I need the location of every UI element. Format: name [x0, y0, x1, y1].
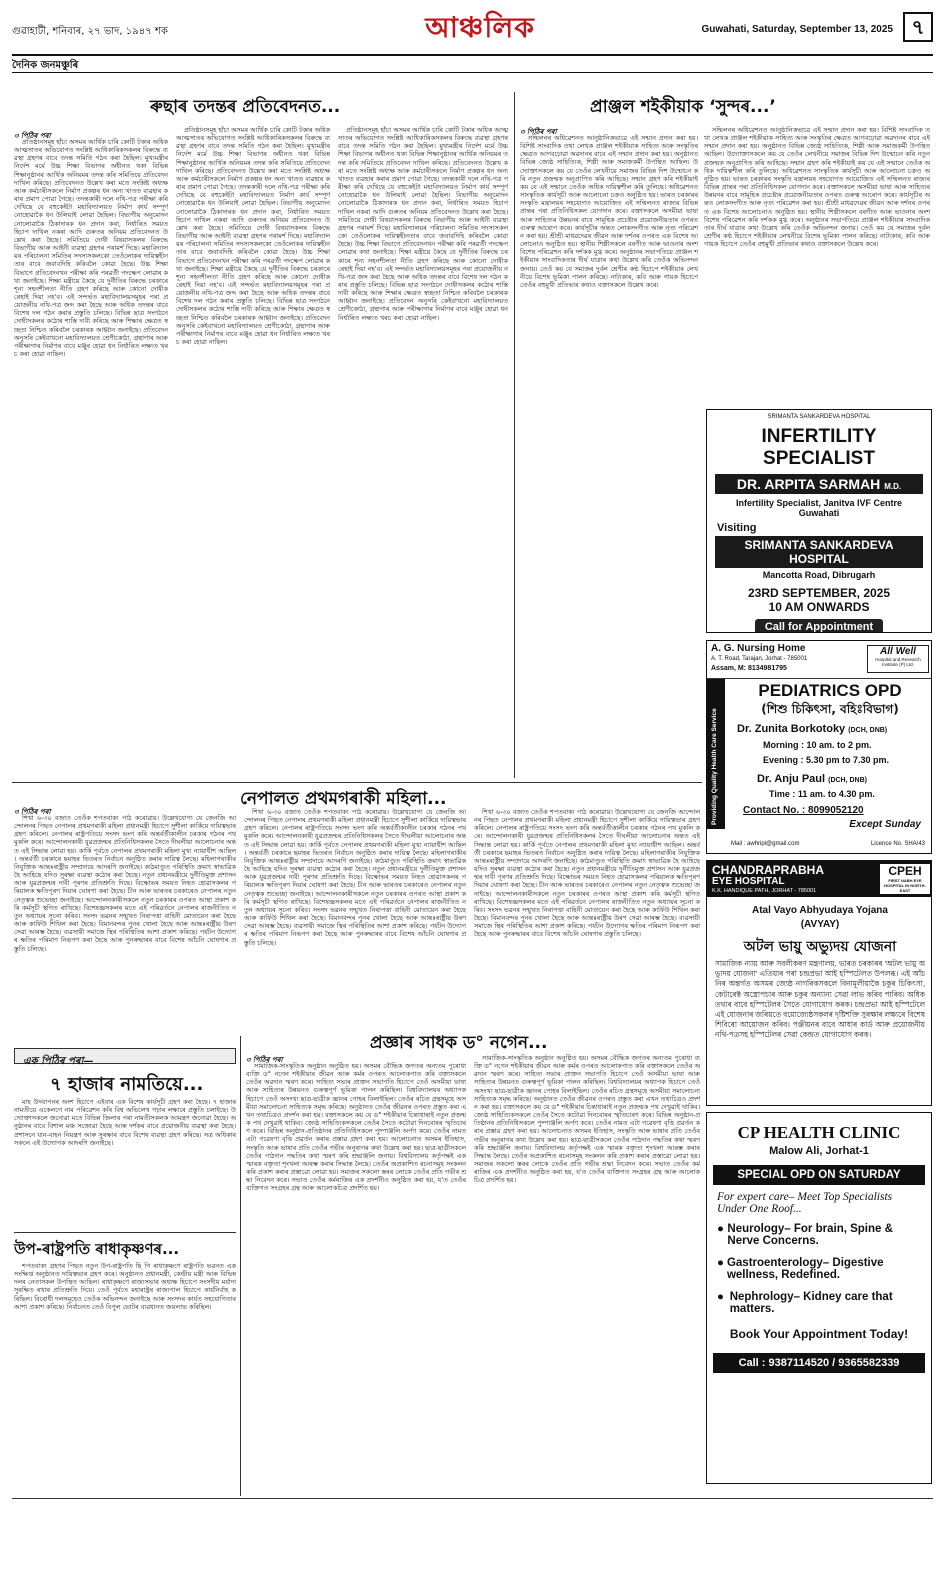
article-column	[244, 808, 466, 1028]
ad-side-text: Providing Quality Health Care Service	[711, 708, 718, 825]
ad-except: Except Sunday	[849, 819, 921, 830]
article-body-nagen-2: সামাজিক-সাংস্কৃতিক অনুষ্ঠান অনুষ্ঠিত হয়। অসমৰ বৌদ্ধিক জগতৰ অন্যতম পুৰোধা ব্যক্তি ড° নগেন শইকীয়াৰ জীৱন আৰু কৰ্মৰ ওপৰত আলোকপাত কৰি বক্তাসকলে তেওঁৰ অৱদান স্মৰণ কৰে। সাহিত্য সভাৰ প্ৰাক্তন সভাপতি হিচাপে তেওঁ অসমীয়া ভাষা আৰু সাহিত্যৰ উন্নয়নত গুৰুত্বপূৰ্ণ ভূমিকা পালন কৰিছিল। বিশ্ববিদ্যালয়ৰ অধ্যাপক হিচাপে তেওঁ অসংখ্য ছাত্ৰ-ছাত্ৰীক জ্ঞানৰ পোহৰ বিলাইছিল। তেওঁৰ ৰচিত গ্ৰন্থসমূহে অসমীয়া সমালোচনা সাহিত্যক সমৃদ্ধ কৰিছে। অনুষ্ঠানত তেওঁৰ জীৱনৰ ওপৰত প্ৰস্তুত কৰা এখন তথ্যচিত্ৰও প্ৰদৰ্শন কৰা হয়। বক্তাসকলে কয় যে ড° শইকীয়াৰ চিন্তাধাৰাই নতুন প্ৰজন্মক পথ দেখুৱাই থাকিব। জ্যেষ্ঠ সাহিত্যিকসকলে তেওঁৰ সৈতে কটোৱা দিনবোৰৰ স্মৃতিচাৰণ কৰে। বিভিন্ন অনুষ্ঠান-প্ৰতিষ্ঠানৰ প্ৰতিনিধিসকলে পুষ্পাঞ্জলি অৰ্পণ কৰে। তেওঁৰ নামত এটা গৱেষণা বৃত্তি প্ৰৱৰ্তন কৰাৰ প্ৰস্তাৱ গ্ৰহণ কৰা হয়। আলোচনাত অসমৰ ইতিহাস, সংস্কৃতি আৰু ভাষাৰ প্ৰতি তেওঁৰ গভীৰ অনুৰাগৰ কথা উল্লেখ কৰা হয়। ছাত্ৰ-ছাত্ৰীসকলে তেওঁৰ পাঠদান পদ্ধতিৰ কথা স্মৰণ কৰি শ্ৰদ্ধাঞ্জলি জনায়। বিশ্ববিদ্যালয় কৰ্তৃপক্ষই এক স্মাৰক বক্তৃতা শৃংখলা আৰম্ভ কৰাৰ সিদ্ধান্ত লৈছে। তেওঁৰ অপ্ৰকাশিত ৰচনাসমূহ সংকলন কৰি প্ৰকাশ কৰাৰ প্ৰস্তাৱো লোৱা হয়। সমাজৰ সকলো স্তৰৰ লোকে তেওঁৰ প্ৰতি গভীৰ শ্ৰদ্ধা নিবেদন কৰে। সভাত তেওঁৰ কৰ্মৰাজিৰ এক প্ৰদৰ্শনীও অনুষ্ঠিত কৰা হয়, য'ত তেওঁৰ ব্যক্তিগত সংগ্ৰহৰ গ্ৰন্থ আৰু আলোকচিত্ৰ প্ৰদৰ্শিত হয়।	[474, 1054, 700, 1185]
article-byline: ৩ পিঠিৰ পৰা	[520, 127, 557, 136]
article-body-nepal-1: শিখা ৬-৩০ বজাত তেওঁক শপতবাক্য পাঠ কৰোৱায়। উল্লেখযোগ্য যে জেনজি আন্দোলনৰ পিছত নেপালৰ প্ৰথমগৰাকী মহিলা প্ৰধানমন্ত্ৰী হিচাপে সুশীলা কাৰ্কিয়ে দায়িত্বভাৰ গ্ৰহণ কৰিলে। নেপালৰ ৰাষ্ট্ৰপতিয়ে সংসদ ভংগ কৰি অন্তৰ্বৰ্তীকালীন চৰকাৰ গঠনৰ পথ মুকলি কৰে। আন্দোলনকাৰী যুৱপ্ৰজন্মৰ প্ৰতিনিধিসকলৰ সৈতে দীঘলীয়া আলোচনাৰ অন্তত এই সিদ্ধান্ত লোৱা হয়। কাৰ্কি পূৰ্বতে নেপালৰ প্ৰথমগৰাকী মহিলা মুখ্য ন্যায়াধীশ আছিল। অন্তৰ্বৰ্তী চৰকাৰে ছমাহৰ ভিতৰত নিৰ্বাচন অনুষ্ঠিত কৰাৰ দায়িত্ব লৈছে। মহিলাগৰাকীৰ নিযুক্তিক আন্তঃৰাষ্ট্ৰীয় সম্প্ৰদায়ে আদৰণি জনাইছে। কাঠমাণ্ডুত পৰিস্থিতি ক্ৰমাৎ স্বাভাৱিক হৈ আহিছে যদিও সুৰক্ষা ব্যৱস্থা কঠোৰ কৰা হৈছে। নতুন প্ৰধানমন্ত্ৰীয়ে দুৰ্নীতিমুক্ত প্ৰশাসন আৰু যুৱপ্ৰজন্মৰ দাবী পূৰণৰ প্ৰতিশ্ৰুতি দিছে। বিক্ষোভৰ সময়ত নিহত হোৱাসকলৰ পৰিয়ালক ক্ষতিপূৰণ দিয়াৰ ঘোষণা কৰা হৈছে। চীন আৰু ভাৰতৰ চৰকাৰেও নেপালৰ নতুন নেতৃত্বক শুভেচ্ছা জনাইছে। আন্দোলনকাৰীসকলে নতুন চৰকাৰৰ ওপৰত আস্থা প্ৰকাশ কৰি কৰ্মসূচী স্থগিত ৰাখিছে। বিশেষজ্ঞসকলৰ মতে এই পৰিৱৰ্তনে নেপালৰ ৰাজনীতিত নতুন অধ্যায়ৰ সূচনা কৰিব। সংসদ ভৱনৰ সন্মুখত নিৰাপত্তা বাহিনী মোতায়েন কৰা হৈছে আৰু কাৰ্ফিউ শিথিল কৰা হৈছে। বিমানবন্দৰ পুনৰ খোলা হৈছে আৰু আন্তঃৰাষ্ট্ৰীয় উৰণ সেৱা আৰম্ভ হৈছে। ব্যৱসায়ী সমাজে স্থিৰ পৰিস্থিতিৰ আশা প্ৰকাশ কৰিছে। পৰ্যটন উদ্যোগৰ ক্ষতিৰ পৰিমাণ নিৰূপণ কৰা হৈছে আৰু পুনৰুদ্ধাৰৰ বাবে বিশেষ আঁচনি ঘোষণাৰ প্ৰস্তুতি চলিছে।	[14, 814, 236, 953]
article-column	[338, 126, 508, 778]
cpeh-logo-text: CPEH	[888, 864, 922, 878]
article-headline-nagen: প্ৰজ্ঞাৰ সাধক ড° নগেন...	[370, 1033, 548, 1053]
section-divider	[12, 782, 702, 783]
bullet-icon: ●	[717, 1257, 724, 1269]
masthead-rule	[12, 54, 933, 56]
ad-time: Morning : 10 am. to 2 pm.	[763, 740, 872, 750]
ad-subtitle: (শিশু চিকিৎসা, বহিঃবিভাগ)	[761, 702, 899, 716]
ad-doctor	[757, 773, 867, 785]
specialty-list	[707, 1215, 931, 1315]
ad-time: Evening : 5.30 pm to 7.30 pm.	[763, 755, 890, 765]
continuation-banner	[14, 1048, 236, 1067]
ad-address: Mancotta Road, Dibrugarh	[762, 570, 876, 580]
ad-doctor-name: DR. ARPITA SARMAH	[736, 476, 881, 492]
masthead-date-assamese: গুৱাহাটী, শনিবাৰ, ২৭ ভাদ, ১৯৪৭ শক	[12, 26, 168, 37]
ad-doctor-name: Dr. Zunita Borkotoky	[737, 723, 846, 735]
ad-cta: Call for Appointment	[755, 619, 883, 633]
page-number: ৭	[903, 12, 933, 42]
article-column	[176, 126, 330, 778]
ad-doctor-degree: M.D.	[884, 482, 902, 491]
article-byline: ৩ পিঠিৰ পৰা	[14, 807, 51, 816]
ad-title: PEDIATRICS OPD	[758, 681, 902, 700]
allwell-name: All Well	[880, 646, 916, 657]
ad-nursing-home: A. G. Nursing Home	[711, 643, 806, 654]
ad-doctor	[737, 723, 887, 735]
ad-scheme-assamese: অটল ভায়ু অভ্যুদয় যোজনা	[743, 939, 897, 955]
article-headline-nam: ৭ হাজাৰ নামতিয়ে...	[50, 1074, 204, 1095]
article-headline-rusa: ৰুছাৰ তদন্তৰ প্ৰতিবেদনত...	[150, 97, 341, 117]
allwell-logo	[867, 645, 929, 673]
bullet-icon: ●	[717, 1223, 724, 1235]
ad-side-band	[707, 679, 725, 829]
ad-doctor-degree: (DCH, DNB)	[828, 777, 867, 784]
ad-scheme: Atal Vayo Abhyudaya Yojana	[752, 905, 888, 916]
ad-address: A. T. Road, Tarajan, Jorhat - 785001	[711, 656, 808, 662]
article-body-vp: শপতবাক্য গ্ৰহণৰ পিছত নতুন উপ-ৰাষ্ট্ৰপতি ছি পি ৰাধাকৃষ্ণণে ৰাষ্ট্ৰপতি ভৱনত এক সংক্ষিপ্ত অনুষ্ঠানত দায়িত্বভাৰ গ্ৰহণ কৰে। অনুষ্ঠানত প্ৰধানমন্ত্ৰী, কেন্দ্ৰীয় মন্ত্ৰী আৰু বিভিন্ন দলৰ নেতাসকল উপস্থিত আছিল। ৰাধাকৃষ্ণণে ৰাজ্যসভাৰ অধ্যক্ষ হিচাপে সংসদীয় মৰ্যাদা সুৰক্ষিত ৰখাৰ প্ৰতিশ্ৰুতি দিয়ে। তেওঁ পূৰ্বতে মহাৰাষ্ট্ৰৰ ৰাজ্যপাল হিচাপে কাৰ্যনিৰ্বাহ কৰিছিল। বিৰোধী দলসমূহেও তেওঁক অভিনন্দন জনাইছে আৰু সংসদৰ কাৰ্যত সহযোগিতাৰ আশা প্ৰকাশ কৰিছে। নিৰ্বাচনত তেওঁ বিপুল ভোটৰ ব্যৱধানত জয়লাভ কৰিছিল।	[14, 1262, 236, 1311]
article-headline-prabjal: প্ৰাঞ্জল শইকীয়াক ‘সুন্দৰ...’	[590, 97, 776, 117]
allwell-sub: Hospital and Research Institute (P) Ltd.	[875, 657, 921, 667]
bullet-icon: ●	[717, 1291, 724, 1303]
article-headline-vp: উপ-ৰাষ্ট্ৰপতি ৰাধাকৃষ্ণণৰ...	[14, 1240, 180, 1258]
article-body-rusa-2: প্ৰতিষ্ঠানসমূহ হাঁচা অসমৰ আৰ্থিক চাৰি কোটি টকাৰ অধিক আত্মসাতৰ অভিযোগত সংশ্লিষ্ট আধিকাৰিকসকলৰ বিৰুদ্ধে ব্যৱস্থা গ্ৰহণৰ বাবে তদন্ত সমিতি গঠন কৰা হৈছিল। মুখ্যমন্ত্ৰীৰ নিৰ্দেশ মৰ্মে উচ্চ শিক্ষা বিভাগৰ অধীনত থকা বিভিন্ন শিক্ষানুষ্ঠানৰ আৰ্থিক অনিয়মৰ তদন্ত কৰি সমিতিয়ে প্ৰতিবেদন দাখিল কৰিছে। প্ৰতিবেদনত উল্লেখ কৰা মতে সংশ্লিষ্ট অধ্যক্ষ আৰু কৰ্মচাৰীসকলে নিৰ্মাণ প্ৰকল্পৰ ধন অন্য খাতত ব্যৱহাৰ কৰাৰ প্ৰমাণ পোৱা গৈছে। তদন্তকাৰী দলে নথি-পত্ৰ পৰীক্ষা কৰি দেখিছে যে বহুকেইটা মহাবিদ্যালয়ত নিৰ্মাণ কাৰ্য সম্পূৰ্ণ নোহোৱাকৈ ধন উলিয়াই লোৱা হৈছিল। বিভাগীয় অনুমোদন নোলোৱাকৈ ঠিকাদাৰক ধন প্ৰদান কৰা, নিৰ্ধাৰিত সময়ত হিচাপ দাখিল নকৰা আদি গুৰুতৰ অনিয়ম প্ৰতিবেদনত উল্লেখ কৰা হৈছে। সমিতিয়ে দোষী বিষয়াসকলৰ বিৰুদ্ধে বিভাগীয় আৰু আইনী ব্যৱস্থা গ্ৰহণৰ পৰামৰ্শ দিছে। মহাবিদ্যালয়ৰ পৰিচালনা সমিতিৰ সদস্যসকলকো তেওঁলোকৰ দায়িত্বহীনতাৰ বাবে জবাবদিহি কৰিবলৈ কোৱা হৈছে। উচ্চ শিক্ষা বিভাগে প্ৰতিবেদনখন পৰীক্ষা কৰি পৰৱৰ্তী পদক্ষেপ লোৱাৰ কথা জনাইছে। শিক্ষা মন্ত্ৰীয়ে কৈছে যে দুৰ্নীতিৰ বিৰুদ্ধে চৰকাৰে শূন্য সহনশীলতা নীতি গ্ৰহণ কৰিছে আৰু কোনো দোষীক ৰেহাই দিয়া নহ'ব। এই সন্দৰ্ভত মহাবিদ্যালয়সমূহৰ পৰা প্ৰয়োজনীয় নথি-পত্ৰ জব্দ কৰা হৈছে আৰু অধিক তদন্তৰ বাবে বিশেষ দল গঠন কৰাৰ প্ৰস্তুতি চলিছে। বিভিন্ন ছাত্ৰ সংগঠনে দোষীসকলৰ কঠোৰ শাস্তি দাবী কৰিছে আৰু শিক্ষাৰ ক্ষেত্ৰত স্বচ্ছতা নিশ্চিত কৰিবলৈ চৰকাৰক আহ্বান জনাইছে। প্ৰতিবেদন অনুসৰি কেইবাখনো মহাবিদ্যালয়ত শ্ৰেণীকোঠা, গ্ৰন্থাগাৰ আৰু পৰীক্ষাগাৰ নিৰ্মাণৰ বাবে মঞ্জুৰ হোৱা ধন নিৰ্ধাৰিত লক্ষ্যত খৰচ কৰা হোৱা নাছিল।	[176, 126, 330, 347]
specialty-text: Gastroenterology– Digestive wellness, Redefined.	[726, 1257, 884, 1281]
ad-header	[707, 861, 932, 897]
column-divider	[240, 1036, 241, 1496]
ad-title: CP HEALTH CLINIC	[737, 1123, 901, 1142]
ad-call: Call : 9387114520 / 9365582339	[713, 1353, 925, 1373]
article-body-prabjal-1: সন্মিলনৰ অধিৱেশনত আনুষ্ঠানিকভাৱে এই সন্মান প্ৰদান কৰা হয়। বিশিষ্ট সাংবাদিক তথা লেখক প্ৰাঞ্জল শইকীয়াক সাহিত্য আৰু সংস্কৃতিৰ ক্ষেত্ৰত আগবঢ়োৱা অৱদানৰ বাবে এই সন্মান প্ৰদান কৰা হয়। অনুষ্ঠানত বিভিন্ন জ্যেষ্ঠ সাহিত্যিক, শিল্পী আৰু সমাজকৰ্মী উপস্থিত আছিল। উদ্যোক্তাসকলে কয় যে তেওঁৰ লেখনীয়ে সমাজৰ বিভিন্ন দিশ উন্মোচন কৰি নতুন প্ৰজন্মক অনুপ্ৰাণিত কৰি আহিছে। সন্মান গ্ৰহণ কৰি শইকীয়াই কয় যে এই সন্মানে তেওঁক অধিক দায়িত্বশীল কৰি তুলিছে। অধিৱেশনত সাংস্কৃতিক কাৰ্যসূচী আৰু আলোচনা চক্ৰও অনুষ্ঠিত হয়। ভাৰত চৰকাৰৰ সংস্কৃতি মন্ত্ৰালয়ৰ সহযোগত আয়োজিত এই সন্মিলনত ৰাজ্যৰ বিভিন্ন প্ৰান্তৰ পৰা প্ৰতিনিধিসকল যোগদান কৰে। বক্তাসকলে অসমীয়া ভাষা আৰু সাহিত্যৰ উন্নয়নৰ বাবে সামূহিক প্ৰচেষ্টাৰ প্ৰয়োজনীয়তাৰ ওপৰত গুৰুত্ব আৰোপ কৰে। কাৰ্যসূচীৰ অন্তত লোকসংগীত আৰু নৃত্য পৰিৱেশন কৰা হয়। শ্ৰীশ্ৰী মাধৱদেৱৰ জীৱন আৰু দৰ্শনৰ ওপৰত এক বিশেষ আলোচনাও অনুষ্ঠিত হয়। স্থানীয় শিল্পীসকলে বৰগীত আৰু ভাওনাৰ অংশবিশেষ পৰিৱেশন কৰি দৰ্শকক মুগ্ধ কৰে। অনুষ্ঠানৰ সভাপতিয়ে প্ৰাঞ্জল শইকীয়াৰ সাংবাদিকতাৰ দীৰ্ঘ যাত্ৰাৰ কথা উল্লেখ কৰি তেওঁক অভিনন্দন জনায়। তেওঁ কয় যে সমাজৰ দুৰ্বল শ্ৰেণীৰ কণ্ঠ হিচাপে শইকীয়াৰ লেখনীয়ে বিশেষ ভূমিকা পালন কৰিছে। নাট্যকাৰ, কবি আৰু গায়ক হিচাপে তেওঁৰ বহুমুখী প্ৰতিভাৰ কথাও বক্তাসকলে উল্লেখ কৰে।	[520, 134, 698, 289]
article-body-nepal-2: শিখা ৬-৩০ বজাত তেওঁক শপতবাক্য পাঠ কৰোৱায়। উল্লেখযোগ্য যে জেনজি আন্দোলনৰ পিছত নেপালৰ প্ৰথমগৰাকী মহিলা প্ৰধানমন্ত্ৰী হিচাপে সুশীলা কাৰ্কিয়ে দায়িত্বভাৰ গ্ৰহণ কৰিলে। নেপালৰ ৰাষ্ট্ৰপতিয়ে সংসদ ভংগ কৰি অন্তৰ্বৰ্তীকালীন চৰকাৰ গঠনৰ পথ মুকলি কৰে। আন্দোলনকাৰী যুৱপ্ৰজন্মৰ প্ৰতিনিধিসকলৰ সৈতে দীঘলীয়া আলোচনাৰ অন্তত এই সিদ্ধান্ত লোৱা হয়। কাৰ্কি পূৰ্বতে নেপালৰ প্ৰথমগৰাকী মহিলা মুখ্য ন্যায়াধীশ আছিল। অন্তৰ্বৰ্তী চৰকাৰে ছমাহৰ ভিতৰত নিৰ্বাচন অনুষ্ঠিত কৰাৰ দায়িত্ব লৈছে। মহিলাগৰাকীৰ নিযুক্তিক আন্তঃৰাষ্ট্ৰীয় সম্প্ৰদায়ে আদৰণি জনাইছে। কাঠমাণ্ডুত পৰিস্থিতি ক্ৰমাৎ স্বাভাৱিক হৈ আহিছে যদিও সুৰক্ষা ব্যৱস্থা কঠোৰ কৰা হৈছে। নতুন প্ৰধানমন্ত্ৰীয়ে দুৰ্নীতিমুক্ত প্ৰশাসন আৰু যুৱপ্ৰজন্মৰ দাবী পূৰণৰ প্ৰতিশ্ৰুতি দিছে। বিক্ষোভৰ সময়ত নিহত হোৱাসকলৰ পৰিয়ালক ক্ষতিপূৰণ দিয়াৰ ঘোষণা কৰা হৈছে। চীন আৰু ভাৰতৰ চৰকাৰেও নেপালৰ নতুন নেতৃত্বক শুভেচ্ছা জনাইছে। আন্দোলনকাৰীসকলে নতুন চৰকাৰৰ ওপৰত আস্থা প্ৰকাশ কৰি কৰ্মসূচী স্থগিত ৰাখিছে। বিশেষজ্ঞসকলৰ মতে এই পৰিৱৰ্তনে নেপালৰ ৰাজনীতিত নতুন অধ্যায়ৰ সূচনা কৰিব। সংসদ ভৱনৰ সন্মুখত নিৰাপত্তা বাহিনী মোতায়েন কৰা হৈছে আৰু কাৰ্ফিউ শিথিল কৰা হৈছে। বিমানবন্দৰ পুনৰ খোলা হৈছে আৰু আন্তঃৰাষ্ট্ৰীয় উৰণ সেৱা আৰম্ভ হৈছে। ব্যৱসায়ী সমাজে স্থিৰ পৰিস্থিতিৰ আশা প্ৰকাশ কৰিছে। পৰ্যটন উদ্যোগৰ ক্ষতিৰ পৰিমাণ নিৰূপণ কৰা হৈছে আৰু পুনৰুদ্ধাৰৰ বাবে বিশেষ আঁচনি ঘোষণাৰ প্ৰস্তুতি চলিছে।	[244, 808, 466, 947]
specialty-item	[717, 1257, 921, 1281]
ad-pediatrics	[706, 640, 932, 854]
article-column	[246, 1062, 466, 1494]
article-byline: ৩ পিঠিৰ পৰা	[246, 1055, 283, 1064]
specialty-item	[717, 1291, 921, 1315]
specialty-text: Nephrology– Kidney care that matters.	[729, 1291, 893, 1315]
ad-hospital-name: CHANDRAPRABHA	[712, 863, 824, 877]
article-body-nagen-1: সামাজিক-সাংস্কৃতিক অনুষ্ঠান অনুষ্ঠিত হয়। অসমৰ বৌদ্ধিক জগতৰ অন্যতম পুৰোধা ব্যক্তি ড° নগেন শইকীয়াৰ জীৱন আৰু কৰ্মৰ ওপৰত আলোকপাত কৰি বক্তাসকলে তেওঁৰ অৱদান স্মৰণ কৰে। সাহিত্য সভাৰ প্ৰাক্তন সভাপতি হিচাপে তেওঁ অসমীয়া ভাষা আৰু সাহিত্যৰ উন্নয়নত গুৰুত্বপূৰ্ণ ভূমিকা পালন কৰিছিল। বিশ্ববিদ্যালয়ৰ অধ্যাপক হিচাপে তেওঁ অসংখ্য ছাত্ৰ-ছাত্ৰীক জ্ঞানৰ পোহৰ বিলাইছিল। তেওঁৰ ৰচিত গ্ৰন্থসমূহে অসমীয়া সমালোচনা সাহিত্যক সমৃদ্ধ কৰিছে। অনুষ্ঠানত তেওঁৰ জীৱনৰ ওপৰত প্ৰস্তুত কৰা এখন তথ্যচিত্ৰও প্ৰদৰ্শন কৰা হয়। বক্তাসকলে কয় যে ড° শইকীয়াৰ চিন্তাধাৰাই নতুন প্ৰজন্মক পথ দেখুৱাই থাকিব। জ্যেষ্ঠ সাহিত্যিকসকলে তেওঁৰ সৈতে কটোৱা দিনবোৰৰ স্মৃতিচাৰণ কৰে। বিভিন্ন অনুষ্ঠান-প্ৰতিষ্ঠানৰ প্ৰতিনিধিসকলে পুষ্পাঞ্জলি অৰ্পণ কৰে। তেওঁৰ নামত এটা গৱেষণা বৃত্তি প্ৰৱৰ্তন কৰাৰ প্ৰস্তাৱ গ্ৰহণ কৰা হয়। আলোচনাত অসমৰ ইতিহাস, সংস্কৃতি আৰু ভাষাৰ প্ৰতি তেওঁৰ গভীৰ অনুৰাগৰ কথা উল্লেখ কৰা হয়। ছাত্ৰ-ছাত্ৰীসকলে তেওঁৰ পাঠদান পদ্ধতিৰ কথা স্মৰণ কৰি শ্ৰদ্ধাঞ্জলি জনায়। বিশ্ববিদ্যালয় কৰ্তৃপক্ষই এক স্মাৰক বক্তৃতা শৃংখলা আৰম্ভ কৰাৰ সিদ্ধান্ত লৈছে। তেওঁৰ অপ্ৰকাশিত ৰচনাসমূহ সংকলন কৰি প্ৰকাশ কৰাৰ প্ৰস্তাৱো লোৱা হয়। সমাজৰ সকলো স্তৰৰ লোকে তেওঁৰ প্ৰতি গভীৰ শ্ৰদ্ধা নিবেদন কৰে। সভাত তেওঁৰ কৰ্মৰাজিৰ এক প্ৰদৰ্শনীও অনুষ্ঠিত কৰা হয়, য'ত তেওঁৰ ব্যক্তিগত সংগ্ৰহৰ গ্ৰন্থ আৰু আলোকচিত্ৰ প্ৰদৰ্শিত হয়।	[246, 1062, 466, 1193]
article-column	[474, 808, 700, 1028]
ad-doctor-name: Dr. Anju Paul	[757, 773, 826, 785]
article-byline: ৩ পিঠিৰ পৰা	[14, 131, 51, 140]
article-column	[704, 126, 930, 404]
cpeh-logo	[880, 864, 930, 894]
masthead	[12, 6, 933, 71]
ad-address: Malow Ali, Jorhat-1	[769, 1145, 869, 1157]
page-bottom-rule	[12, 1498, 933, 1499]
column-divider	[514, 92, 515, 778]
ad-body: সামাজিক ন্যায় আৰু সবলীকৰণ মন্ত্ৰণালয়, ভাৰত চৰকাৰৰ 'অটল ভায়ু অভ্যুদয় যোজনা' এতিয়াৰ পৰা চন্দ্ৰপ্ৰভা আই হস্পিটেলত উপলব্ধ। এই আঁচনিৰ অন্তৰ্গত অসমৰ জ্যেষ্ঠ নাগৰিকসকলে বিনামূলীয়াকৈ চকুৰ চিকিৎসা, কেটাৰেক্ট অস্ত্ৰোপচাৰ আৰু চকুৰ অন্যান্য সেৱা লাভ কৰিব পাৰিব। অধিক তথ্যৰ বাবে হস্পিটেলৰ সৈতে যোগাযোগ কৰক। চন্দ্ৰপ্ৰভা আই হস্পিটেলে এই যোজনাৰ জৰিয়তে বয়োজ্যেষ্ঠসকলৰ দৃষ্টিশক্তি সুৰক্ষাৰ লক্ষ্যৰে বিশেষ শিবিৰো আয়োজন কৰিব। পঞ্জীয়নৰ বাবে আধাৰ কাৰ্ড আৰু প্ৰয়োজনীয় নথি-পত্ৰসহ হস্পিটেলৰ সেৱা কেন্দ্ৰত যোগাযোগ কৰক।	[715, 959, 925, 1040]
ad-eye-hospital	[706, 860, 932, 1106]
ad-time: Time : 11 am. to 4.30 pm.	[769, 789, 875, 799]
ad-contact: Contact No. : 8099052120	[743, 805, 864, 816]
ad-mail: Mail : awhripl@gmail.com	[731, 841, 800, 847]
ad-line: Infertility Specialist, Janitva IVF Centre	[735, 498, 903, 508]
ad-infertility	[706, 409, 932, 633]
article-body-prabjal-2: সন্মিলনৰ অধিৱেশনত আনুষ্ঠানিকভাৱে এই সন্মান প্ৰদান কৰা হয়। বিশিষ্ট সাংবাদিক তথা লেখক প্ৰাঞ্জল শইকীয়াক সাহিত্য আৰু সংস্কৃতিৰ ক্ষেত্ৰত আগবঢ়োৱা অৱদানৰ বাবে এই সন্মান প্ৰদান কৰা হয়। অনুষ্ঠানত বিভিন্ন জ্যেষ্ঠ সাহিত্যিক, শিল্পী আৰু সমাজকৰ্মী উপস্থিত আছিল। উদ্যোক্তাসকলে কয় যে তেওঁৰ লেখনীয়ে সমাজৰ বিভিন্ন দিশ উন্মোচন কৰি নতুন প্ৰজন্মক অনুপ্ৰাণিত কৰি আহিছে। সন্মান গ্ৰহণ কৰি শইকীয়াই কয় যে এই সন্মানে তেওঁক অধিক দায়িত্বশীল কৰি তুলিছে। অধিৱেশনত সাংস্কৃতিক কাৰ্যসূচী আৰু আলোচনা চক্ৰও অনুষ্ঠিত হয়। ভাৰত চৰকাৰৰ সংস্কৃতি মন্ত্ৰালয়ৰ সহযোগত আয়োজিত এই সন্মিলনত ৰাজ্যৰ বিভিন্ন প্ৰান্তৰ পৰা প্ৰতিনিধিসকল যোগদান কৰে। বক্তাসকলে অসমীয়া ভাষা আৰু সাহিত্যৰ উন্নয়নৰ বাবে সামূহিক প্ৰচেষ্টাৰ প্ৰয়োজনীয়তাৰ ওপৰত গুৰুত্ব আৰোপ কৰে। কাৰ্যসূচীৰ অন্তত লোকসংগীত আৰু নৃত্য পৰিৱেশন কৰা হয়। শ্ৰীশ্ৰী মাধৱদেৱৰ জীৱন আৰু দৰ্শনৰ ওপৰত এক বিশেষ আলোচনাও অনুষ্ঠিত হয়। স্থানীয় শিল্পীসকলে বৰগীত আৰু ভাওনাৰ অংশবিশেষ পৰিৱেশন কৰি দৰ্শকক মুগ্ধ কৰে। অনুষ্ঠানৰ সভাপতিয়ে প্ৰাঞ্জল শইকীয়াৰ সাংবাদিকতাৰ দীৰ্ঘ যাত্ৰাৰ কথা উল্লেখ কৰি তেওঁক অভিনন্দন জনায়। তেওঁ কয় যে সমাজৰ দুৰ্বল শ্ৰেণীৰ কণ্ঠ হিচাপে শইকীয়াৰ লেখনীয়ে বিশেষ ভূমিকা পালন কৰিছে। নাট্যকাৰ, কবি আৰু গায়ক হিচাপে তেওঁৰ বহুমুখী প্ৰতিভাৰ কথাও বক্তাসকলে উল্লেখ কৰে।	[704, 126, 930, 249]
supplement-name: দৈনিক জনমঞ্চুৰি	[12, 60, 79, 71]
cpeh-logo-sub: FIRST NABH EYE HOSPITAL IN NORTH-EAST	[884, 878, 926, 893]
article-column	[14, 1098, 236, 1228]
ad-date: 23RD SEPTEMBER, 2025	[747, 586, 891, 600]
article-divider	[14, 1232, 236, 1233]
ad-hospital: SRIMANTA SANKARDEVA HOSPITAL	[715, 536, 923, 568]
ad-doctor-degree: (DCH, DNB)	[848, 727, 888, 734]
masthead-rule-lower	[12, 72, 933, 73]
article-byline: এক পিঠিৰ পৰা—	[23, 1056, 94, 1067]
newspaper-logo: আঞ্চলিক	[425, 11, 535, 44]
ad-hospital-name2: EYE HOSPITAL	[712, 876, 785, 887]
specialty-text: Neurology– For brain, Spine & Nerve Concerns.	[727, 1223, 893, 1247]
article-body-rusa-3: প্ৰতিষ্ঠানসমূহ হাঁচা অসমৰ আৰ্থিক চাৰি কোটি টকাৰ অধিক আত্মসাতৰ অভিযোগত সংশ্লিষ্ট আধিকাৰিকসকলৰ বিৰুদ্ধে ব্যৱস্থা গ্ৰহণৰ বাবে তদন্ত সমিতি গঠন কৰা হৈছিল। মুখ্যমন্ত্ৰীৰ নিৰ্দেশ মৰ্মে উচ্চ শিক্ষা বিভাগৰ অধীনত থকা বিভিন্ন শিক্ষানুষ্ঠানৰ আৰ্থিক অনিয়মৰ তদন্ত কৰি সমিতিয়ে প্ৰতিবেদন দাখিল কৰিছে। প্ৰতিবেদনত উল্লেখ কৰা মতে সংশ্লিষ্ট অধ্যক্ষ আৰু কৰ্মচাৰীসকলে নিৰ্মাণ প্ৰকল্পৰ ধন অন্য খাতত ব্যৱহাৰ কৰাৰ প্ৰমাণ পোৱা গৈছে। তদন্তকাৰী দলে নথি-পত্ৰ পৰীক্ষা কৰি দেখিছে যে বহুকেইটা মহাবিদ্যালয়ত নিৰ্মাণ কাৰ্য সম্পূৰ্ণ নোহোৱাকৈ ধন উলিয়াই লোৱা হৈছিল। বিভাগীয় অনুমোদন নোলোৱাকৈ ঠিকাদাৰক ধন প্ৰদান কৰা, নিৰ্ধাৰিত সময়ত হিচাপ দাখিল নকৰা আদি গুৰুতৰ অনিয়ম প্ৰতিবেদনত উল্লেখ কৰা হৈছে। সমিতিয়ে দোষী বিষয়াসকলৰ বিৰুদ্ধে বিভাগীয় আৰু আইনী ব্যৱস্থা গ্ৰহণৰ পৰামৰ্শ দিছে। মহাবিদ্যালয়ৰ পৰিচালনা সমিতিৰ সদস্যসকলকো তেওঁলোকৰ দায়িত্বহীনতাৰ বাবে জবাবদিহি কৰিবলৈ কোৱা হৈছে। উচ্চ শিক্ষা বিভাগে প্ৰতিবেদনখন পৰীক্ষা কৰি পৰৱৰ্তী পদক্ষেপ লোৱাৰ কথা জনাইছে। শিক্ষা মন্ত্ৰীয়ে কৈছে যে দুৰ্নীতিৰ বিৰুদ্ধে চৰকাৰে শূন্য সহনশীলতা নীতি গ্ৰহণ কৰিছে আৰু কোনো দোষীক ৰেহাই দিয়া নহ'ব। এই সন্দৰ্ভত মহাবিদ্যালয়সমূহৰ পৰা প্ৰয়োজনীয় নথি-পত্ৰ জব্দ কৰা হৈছে আৰু অধিক তদন্তৰ বাবে বিশেষ দল গঠন কৰাৰ প্ৰস্তুতি চলিছে। বিভিন্ন ছাত্ৰ সংগঠনে দোষীসকলৰ কঠোৰ শাস্তি দাবী কৰিছে আৰু শিক্ষাৰ ক্ষেত্ৰত স্বচ্ছতা নিশ্চিত কৰিবলৈ চৰকাৰক আহ্বান জনাইছে। প্ৰতিবেদন অনুসৰি কেইবাখনো মহাবিদ্যালয়ত শ্ৰেণীকোঠা, গ্ৰন্থাগাৰ আৰু পৰীক্ষাগাৰ নিৰ্মাণৰ বাবে মঞ্জুৰ হোৱা ধন নিৰ্ধাৰিত লক্ষ্যত খৰচ কৰা হোৱা নাছিল।	[338, 126, 508, 322]
ad-scheme-short: (AVYAY)	[800, 919, 840, 930]
article-headline-nepal: নেপালত প্ৰথমগৰাকী মহিলা...	[240, 789, 447, 809]
article-body-nepal-3: শিখা ৬-৩০ বজাত তেওঁক শপতবাক্য পাঠ কৰোৱায়। উল্লেখযোগ্য যে জেনজি আন্দোলনৰ পিছত নেপালৰ প্ৰথমগৰাকী মহিলা প্ৰধানমন্ত্ৰী হিচাপে সুশীলা কাৰ্কিয়ে দায়িত্বভাৰ গ্ৰহণ কৰিলে। নেপালৰ ৰাষ্ট্ৰপতিয়ে সংসদ ভংগ কৰি অন্তৰ্বৰ্তীকালীন চৰকাৰ গঠনৰ পথ মুকলি কৰে। আন্দোলনকাৰী যুৱপ্ৰজন্মৰ প্ৰতিনিধিসকলৰ সৈতে দীঘলীয়া আলোচনাৰ অন্তত এই সিদ্ধান্ত লোৱা হয়। কাৰ্কি পূৰ্বতে নেপালৰ প্ৰথমগৰাকী মহিলা মুখ্য ন্যায়াধীশ আছিল। অন্তৰ্বৰ্তী চৰকাৰে ছমাহৰ ভিতৰত নিৰ্বাচন অনুষ্ঠিত কৰাৰ দায়িত্ব লৈছে। মহিলাগৰাকীৰ নিযুক্তিক আন্তঃৰাষ্ট্ৰীয় সম্প্ৰদায়ে আদৰণি জনাইছে। কাঠমাণ্ডুত পৰিস্থিতি ক্ৰমাৎ স্বাভাৱিক হৈ আহিছে যদিও সুৰক্ষা ব্যৱস্থা কঠোৰ কৰা হৈছে। নতুন প্ৰধানমন্ত্ৰীয়ে দুৰ্নীতিমুক্ত প্ৰশাসন আৰু যুৱপ্ৰজন্মৰ দাবী পূৰণৰ প্ৰতিশ্ৰুতি দিছে। বিক্ষোভৰ সময়ত নিহত হোৱাসকলৰ পৰিয়ালক ক্ষতিপূৰণ দিয়াৰ ঘোষণা কৰা হৈছে। চীন আৰু ভাৰতৰ চৰকাৰেও নেপালৰ নতুন নেতৃত্বক শুভেচ্ছা জনাইছে। আন্দোলনকাৰীসকলে নতুন চৰকাৰৰ ওপৰত আস্থা প্ৰকাশ কৰি কৰ্মসূচী স্থগিত ৰাখিছে। বিশেষজ্ঞসকলৰ মতে এই পৰিৱৰ্তনে নেপালৰ ৰাজনীতিত নতুন অধ্যায়ৰ সূচনা কৰিব। সংসদ ভৱনৰ সন্মুখত নিৰাপত্তা বাহিনী মোতায়েন কৰা হৈছে আৰু কাৰ্ফিউ শিথিল কৰা হৈছে। বিমানবন্দৰ পুনৰ খোলা হৈছে আৰু আন্তঃৰাষ্ট্ৰীয় উৰণ সেৱা আৰম্ভ হৈছে। ব্যৱসায়ী সমাজে স্থিৰ পৰিস্থিতিৰ আশা প্ৰকাশ কৰিছে। পৰ্যটন উদ্যোগৰ ক্ষতিৰ পৰিমাণ নিৰূপণ কৰা হৈছে আৰু পুনৰুদ্ধাৰৰ বাবে বিশেষ আঁচনি ঘোষণাৰ প্ৰস্তুতি চলিছে।	[474, 808, 700, 939]
article-body-nam: মাহ উদযাপনৰ অংশ হিচাপে এইবাৰ এক বিশেষ কাৰ্যসূচী গ্ৰহণ কৰা হৈছে। ৭ হাজাৰ নামতীয়ে একেলগে নাম পৰিৱেশন কৰি বিশ্ব অভিলেখ গঢ়াৰ লক্ষ্যৰে প্ৰস্তুতি চলাইছে। উদ্যোক্তাসকলে জনোৱা মতে বিভিন্ন জিলাৰ পৰা নামতীসকলক আমন্ত্ৰণ জনোৱা হৈছে। অনুষ্ঠানৰ বাবে বিশাল মঞ্চ সজোৱা হৈছে আৰু দৰ্শকৰ বাবে প্ৰয়োজনীয় ব্যৱস্থা কৰা হৈছে। প্ৰশাসনে যান-বাহন নিয়ন্ত্ৰণ আৰু সুৰক্ষাৰ বাবে বিশেষ ব্যৱস্থা গ্ৰহণ কৰিছে। সত্ৰ অধিকাৰসকলে এই উদ্যোগক আদৰণি জনাইছে।	[14, 1098, 236, 1147]
ad-time: 10 AM ONWARDS	[768, 600, 870, 614]
ad-address: K.K. HANDIQUE PATH, JORHAT - 785001	[712, 888, 817, 894]
masthead-date-english: Guwahati, Saturday, September 13, 2025	[701, 24, 893, 35]
ad-licence: Licence No. SHA/43	[870, 841, 925, 847]
ad-book: Book Your Appointment Today!	[729, 1327, 909, 1341]
article-column	[14, 138, 168, 778]
ad-banner: SPECIAL OPD ON SATURDAY	[713, 1165, 925, 1185]
article-column	[520, 134, 698, 778]
ad-visiting: Visiting	[717, 522, 757, 534]
article-column	[474, 1054, 700, 1494]
specialty-item	[717, 1223, 921, 1247]
ad-hospital-small: SRIMANTA SANKARDEVA HOSPITAL	[767, 414, 871, 420]
article-column	[14, 1262, 236, 1494]
ad-contact: Assam, M: 8134981795	[711, 665, 787, 672]
article-column	[14, 814, 236, 1028]
ad-title: INFERTILITY SPECIALIST	[761, 426, 877, 469]
ad-cp-health-clinic	[706, 1112, 932, 1484]
ad-line: Guwahati	[798, 508, 840, 518]
ad-header	[707, 641, 932, 679]
article-body-rusa-1: প্ৰতিষ্ঠানসমূহ হাঁচা অসমৰ আৰ্থিক চাৰি কোটি টকাৰ অধিক আত্মসাতৰ অভিযোগত সংশ্লিষ্ট আধিকাৰিকসকলৰ বিৰুদ্ধে ব্যৱস্থা গ্ৰহণৰ বাবে তদন্ত সমিতি গঠন কৰা হৈছিল। মুখ্যমন্ত্ৰীৰ নিৰ্দেশ মৰ্মে উচ্চ শিক্ষা বিভাগৰ অধীনত থকা বিভিন্ন শিক্ষানুষ্ঠানৰ আৰ্থিক অনিয়মৰ তদন্ত কৰি সমিতিয়ে প্ৰতিবেদন দাখিল কৰিছে। প্ৰতিবেদনত উল্লেখ কৰা মতে সংশ্লিষ্ট অধ্যক্ষ আৰু কৰ্মচাৰীসকলে নিৰ্মাণ প্ৰকল্পৰ ধন অন্য খাতত ব্যৱহাৰ কৰাৰ প্ৰমাণ পোৱা গৈছে। তদন্তকাৰী দলে নথি-পত্ৰ পৰীক্ষা কৰি দেখিছে যে বহুকেইটা মহাবিদ্যালয়ত নিৰ্মাণ কাৰ্য সম্পূৰ্ণ নোহোৱাকৈ ধন উলিয়াই লোৱা হৈছিল। বিভাগীয় অনুমোদন নোলোৱাকৈ ঠিকাদাৰক ধন প্ৰদান কৰা, নিৰ্ধাৰিত সময়ত হিচাপ দাখিল নকৰা আদি গুৰুতৰ অনিয়ম প্ৰতিবেদনত উল্লেখ কৰা হৈছে। সমিতিয়ে দোষী বিষয়াসকলৰ বিৰুদ্ধে বিভাগীয় আৰু আইনী ব্যৱস্থা গ্ৰহণৰ পৰামৰ্শ দিছে। মহাবিদ্যালয়ৰ পৰিচালনা সমিতিৰ সদস্যসকলকো তেওঁলোকৰ দায়িত্বহীনতাৰ বাবে জবাবদিহি কৰিবলৈ কোৱা হৈছে। উচ্চ শিক্ষা বিভাগে প্ৰতিবেদনখন পৰীক্ষা কৰি পৰৱৰ্তী পদক্ষেপ লোৱাৰ কথা জনাইছে। শিক্ষা মন্ত্ৰীয়ে কৈছে যে দুৰ্নীতিৰ বিৰুদ্ধে চৰকাৰে শূন্য সহনশীলতা নীতি গ্ৰহণ কৰিছে আৰু কোনো দোষীক ৰেহাই দিয়া নহ'ব। এই সন্দৰ্ভত মহাবিদ্যালয়সমূহৰ পৰা প্ৰয়োজনীয় নথি-পত্ৰ জব্দ কৰা হৈছে আৰু অধিক তদন্তৰ বাবে বিশেষ দল গঠন কৰাৰ প্ৰস্তুতি চলিছে। বিভিন্ন ছাত্ৰ সংগঠনে দোষীসকলৰ কঠোৰ শাস্তি দাবী কৰিছে আৰু শিক্ষাৰ ক্ষেত্ৰত স্বচ্ছতা নিশ্চিত কৰিবলৈ চৰকাৰক আহ্বান জনাইছে। প্ৰতিবেদন অনুসৰি কেইবাখনো মহাবিদ্যালয়ত শ্ৰেণীকোঠা, গ্ৰন্থাগাৰ আৰু পৰীক্ষাগাৰ নিৰ্মাণৰ বাবে মঞ্জুৰ হোৱা ধন নিৰ্ধাৰিত লক্ষ্যত খৰচ কৰা হোৱা নাছিল।	[14, 138, 168, 359]
ad-tagline: For expert care– Meet Top Specialists Under One Roof...	[717, 1191, 893, 1215]
ad-doctor-banner	[715, 474, 923, 494]
